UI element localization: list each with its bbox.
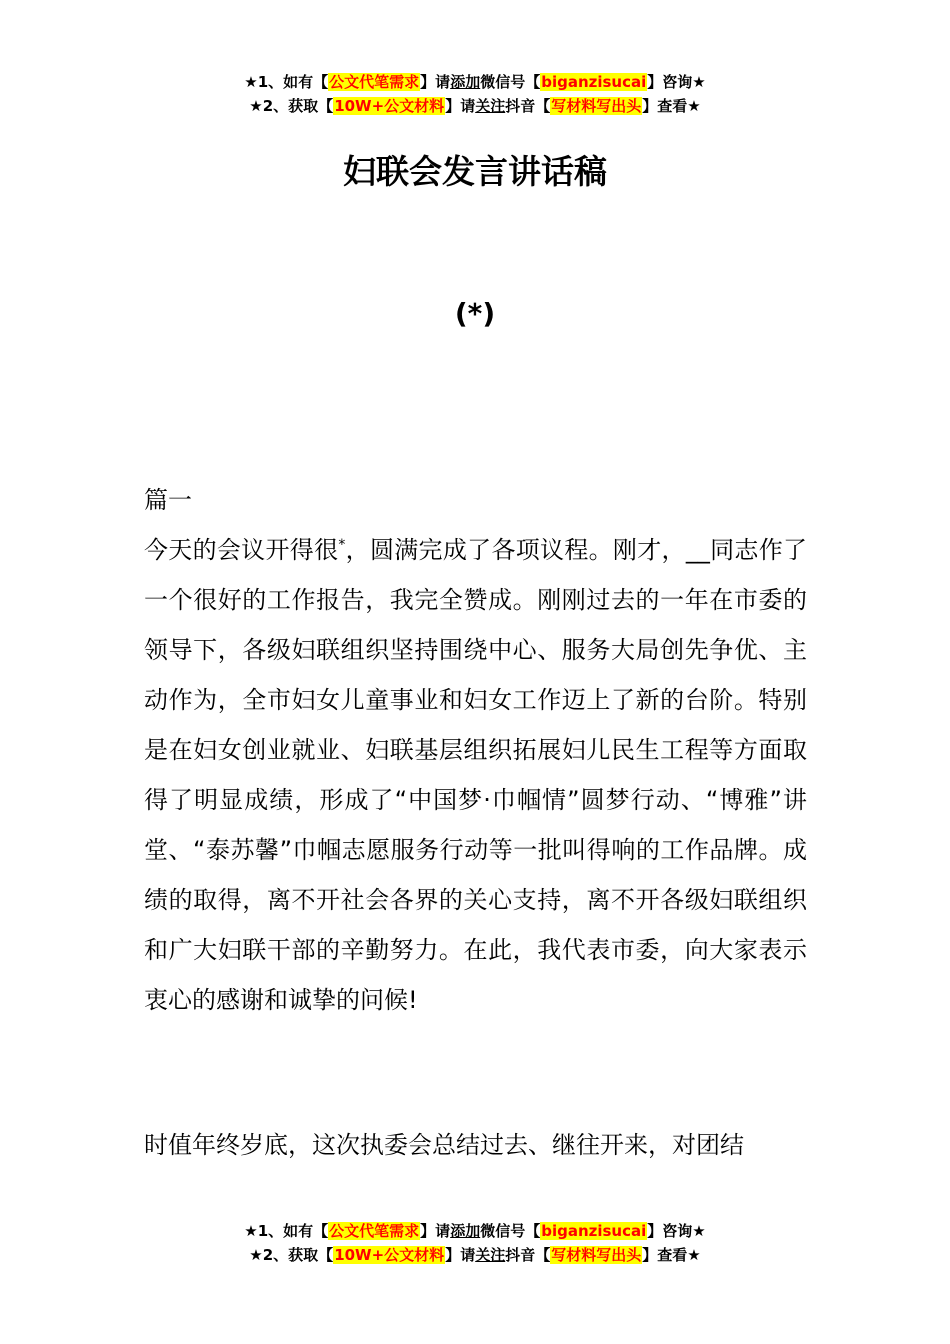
header-banner: [0, 70, 950, 118]
banner-text: 微信号【: [480, 1222, 541, 1240]
banner-text: 】咨询★: [647, 73, 706, 91]
banner-text: ★2、获取【: [249, 1246, 334, 1264]
banner-text: ★1、如有【: [244, 73, 329, 91]
banner-text: 微信号【: [480, 73, 541, 91]
banner-text: 】请: [420, 73, 451, 91]
banner-text: 】咨询★: [647, 1222, 706, 1240]
banner-text: 抖音【: [505, 1246, 551, 1264]
banner-text: 】请: [445, 97, 476, 115]
section-label: 篇一: [144, 486, 192, 514]
banner-text: ★2、获取【: [249, 97, 334, 115]
banner-highlight: 10W+公文材料: [334, 97, 445, 115]
banner-highlight: 10W+公文材料: [334, 1246, 445, 1264]
footer-banner: [0, 1219, 950, 1267]
paragraph-text: 今天的会议开得很: [144, 536, 339, 564]
banner-text: 】请: [445, 1246, 476, 1264]
body-paragraph-2: 时值年终岁底，这次执委会总结过去、继往开来，对团结: [144, 1131, 744, 1159]
footnote-mark: *: [338, 537, 346, 553]
banner-line-1: [0, 70, 950, 94]
banner-line-2: [0, 94, 950, 118]
banner-text: 】查看★: [642, 97, 701, 115]
banner-highlight-douyin-id: 写材料写出头: [551, 97, 642, 115]
banner-highlight-wechat-id: biganzisucai: [541, 1222, 647, 1240]
banner-line-2: [0, 1243, 950, 1267]
banner-text: 抖音【: [505, 97, 551, 115]
banner-highlight: 公文代笔需求: [329, 73, 420, 91]
banner-underlined-text: 关注: [475, 1246, 506, 1264]
banner-underlined-text: 关注: [475, 97, 506, 115]
banner-text: 】请: [420, 1222, 451, 1240]
banner-highlight-douyin-id: 写材料写出头: [551, 1246, 642, 1264]
body-paragraph-1: [144, 525, 807, 1025]
banner-underlined-text: 添加: [450, 1222, 481, 1240]
banner-highlight-wechat-id: biganzisucai: [541, 73, 647, 91]
document-subtitle: (*): [454, 297, 496, 330]
paragraph-text: ，圆满完成了各项议程。刚才，__同志作了一个很好的工作报告，我完全赞成。刚刚过去的一年在市委的领导下，各级妇联组织坚持围绕中心、服务大局创先争优、主动作为，全市妇女儿童事业和妇女工作迈上了新的台阶。特别是在妇女创业就业、妇联基层组织拓展妇儿民生工程等方面取得了明显成绩，形成了“中国梦·巾帼情”圆梦行动、“博雅”讲堂、“泰苏馨”巾帼志愿服务行动等一批叫得响的工作品牌。成绩的取得，离不开社会各界的关心支持，离不开各级妇联组织和广大妇联干部的辛勤努力。在此，我代表市委，向大家表示衷心的感谢和诚挚的问候!: [144, 536, 808, 1014]
banner-line-1: [0, 1219, 950, 1243]
banner-highlight: 公文代笔需求: [329, 1222, 420, 1240]
banner-text: ★1、如有【: [244, 1222, 329, 1240]
document-title: 妇联会发言讲话稿: [343, 152, 607, 191]
banner-text: 】查看★: [642, 1246, 701, 1264]
banner-underlined-text: 添加: [450, 73, 481, 91]
